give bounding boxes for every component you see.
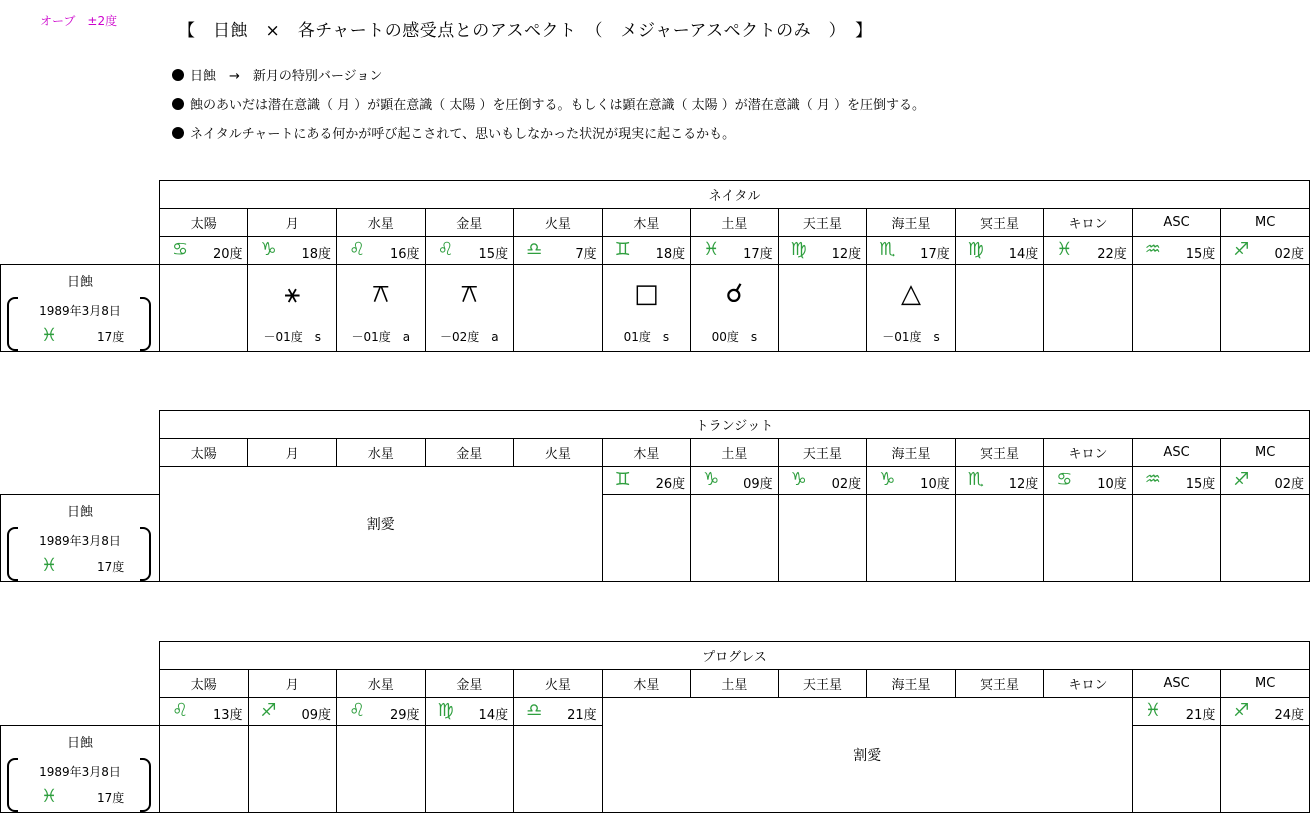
planet-header: キロン <box>1044 670 1133 698</box>
planet-header: 太陽 <box>159 670 248 698</box>
degree-value: 15度 <box>478 247 509 262</box>
degree-value: 26度 <box>655 477 686 492</box>
degree-value: 02度 <box>1274 247 1304 262</box>
planet-header: MC <box>1221 209 1310 237</box>
eclipse-name: 日蝕 <box>66 275 93 290</box>
aspect-symbol-icon: ⚹ <box>284 279 301 309</box>
aspect-cell <box>1044 495 1133 582</box>
pisces-sign-icon: ♓ <box>41 786 58 807</box>
planet-header: 海王星 <box>867 209 956 237</box>
planet-header: ASC <box>1132 209 1221 237</box>
position-cell <box>778 467 867 495</box>
planet-header: ASC <box>1132 439 1221 467</box>
orb-label: オーブ ±2度 <box>40 14 118 28</box>
position-cell <box>955 237 1044 265</box>
eclipse-degree: 17度 <box>97 330 125 344</box>
transit-table <box>0 410 1310 582</box>
position-cell <box>425 237 514 265</box>
zodiac-sign-icon: ♐ <box>1233 239 1250 260</box>
aspect-cell <box>248 265 337 352</box>
degree-value: 15度 <box>1185 247 1216 262</box>
bullet-dot-icon <box>172 127 184 139</box>
zodiac-sign-icon: ♒ <box>1144 469 1161 490</box>
degree-value: 18度 <box>301 247 332 262</box>
planet-header: 土星 <box>691 209 779 237</box>
position-cell <box>337 237 426 265</box>
aspect-orb: －01度 s <box>882 330 940 344</box>
aspect-cell <box>514 726 603 813</box>
position-cell <box>691 467 779 495</box>
aspect-cell <box>337 726 426 813</box>
position-cell <box>337 698 426 726</box>
zodiac-sign-icon: ♌ <box>349 239 366 260</box>
progress-omitted: 割愛 <box>602 698 1132 813</box>
aspect-symbol-icon: ⚻ <box>460 279 478 309</box>
zodiac-sign-icon: ♐ <box>260 700 277 721</box>
position-cell <box>1132 467 1221 495</box>
planet-header: 水星 <box>337 209 426 237</box>
aspect-cell <box>514 265 603 352</box>
aspect-cell <box>1221 726 1310 813</box>
eclipse-cell <box>1 495 160 582</box>
planet-header: 金星 <box>425 209 514 237</box>
eclipse-date: 1989年3月8日 <box>39 304 121 318</box>
aspect-cell <box>1132 726 1221 813</box>
aspect-cell <box>425 265 514 352</box>
planet-header: キロン <box>1044 439 1133 467</box>
pisces-sign-icon: ♓ <box>41 325 58 346</box>
zodiac-sign-icon: ♑ <box>879 469 896 490</box>
position-cell <box>1044 237 1133 265</box>
zodiac-sign-icon: ♏ <box>967 469 984 490</box>
position-cell <box>1132 237 1221 265</box>
planet-header: 冥王星 <box>955 670 1044 698</box>
natal-table <box>0 180 1310 352</box>
eclipse-name: 日蝕 <box>66 736 93 751</box>
aspect-orb: －02度 a <box>440 330 499 344</box>
zodiac-sign-icon: ♓ <box>1144 700 1161 721</box>
planet-header: 金星 <box>425 439 514 467</box>
aspect-cell <box>159 726 248 813</box>
bullet-item: ネイタルチャートにある何かが呼び起こされて、思いもしなかった状況が現実に起こるかも。 <box>172 126 925 155</box>
position-cell <box>955 467 1044 495</box>
zodiac-sign-icon: ♓ <box>1056 239 1073 260</box>
planet-header: MC <box>1221 439 1310 467</box>
planet-header: 水星 <box>337 439 426 467</box>
eclipse-cell <box>1 726 160 813</box>
zodiac-sign-icon: ♋ <box>1056 469 1073 490</box>
zodiac-sign-icon: ♌ <box>171 700 189 721</box>
degree-value: 09度 <box>743 477 773 492</box>
aspect-cell <box>602 495 691 582</box>
aspect-symbol-icon: ⚻ <box>372 279 390 309</box>
planet-header: 土星 <box>691 439 779 467</box>
bullet-item: 日蝕 → 新月の特別バージョン <box>172 68 925 97</box>
zodiac-sign-icon: ♌ <box>349 700 366 721</box>
planet-header: キロン <box>1044 209 1133 237</box>
eclipse-cell <box>1 265 160 352</box>
degree-value: 21度 <box>1185 708 1216 723</box>
eclipse-name: 日蝕 <box>66 505 93 520</box>
bullet-dot-icon <box>172 69 184 81</box>
aspect-cell <box>955 495 1044 582</box>
aspect-orb: －01度 s <box>263 330 322 344</box>
position-cell <box>1221 698 1310 726</box>
planet-header: 天王星 <box>778 670 867 698</box>
aspect-cell <box>691 265 779 352</box>
degree-value: 12度 <box>1008 477 1039 492</box>
pisces-sign-icon: ♓ <box>41 555 58 576</box>
zodiac-sign-icon: ♐ <box>1233 700 1250 721</box>
degree-value: 02度 <box>831 477 862 492</box>
aspect-cell <box>867 265 956 352</box>
bullet-list <box>172 68 925 155</box>
position-cell <box>514 237 603 265</box>
zodiac-sign-icon: ♒ <box>1144 239 1161 260</box>
aspect-cell <box>1221 495 1310 582</box>
planet-header: 水星 <box>337 670 426 698</box>
planet-header: 月 <box>248 209 337 237</box>
degree-value: 29度 <box>390 708 420 723</box>
zodiac-sign-icon: ♎ <box>526 700 543 721</box>
zodiac-sign-icon: ♐ <box>1233 469 1250 490</box>
degree-value: 09度 <box>301 708 332 723</box>
aspect-orb: 01度 s <box>623 330 670 344</box>
aspect-cell <box>1132 495 1221 582</box>
planet-header: 木星 <box>602 209 691 237</box>
zodiac-sign-icon: ♌ <box>437 239 454 260</box>
degree-value: 18度 <box>655 247 686 262</box>
degree-value: 13度 <box>212 708 243 723</box>
zodiac-sign-icon: ♑ <box>703 469 720 490</box>
planet-header: 天王星 <box>778 209 867 237</box>
aspect-cell <box>248 726 337 813</box>
planet-header: 火星 <box>514 209 603 237</box>
transit-title: トランジット <box>159 411 1309 439</box>
aspect-cell <box>1132 265 1221 352</box>
eclipse-degree: 17度 <box>97 560 125 574</box>
aspect-cell <box>1221 265 1310 352</box>
planet-header: 海王星 <box>867 670 956 698</box>
position-cell <box>602 237 691 265</box>
planet-header: ASC <box>1132 670 1221 698</box>
planet-header: 火星 <box>514 439 603 467</box>
degree-value: 14度 <box>478 708 509 723</box>
position-cell <box>425 698 514 726</box>
eclipse-date: 1989年3月8日 <box>39 765 121 779</box>
aspect-orb: －01度 a <box>351 330 411 344</box>
aspect-cell <box>778 495 867 582</box>
degree-value: 20度 <box>212 247 243 262</box>
planet-header: 木星 <box>602 439 691 467</box>
zodiac-sign-icon: ♍ <box>967 239 984 260</box>
position-cell <box>1044 467 1133 495</box>
position-cell <box>159 237 248 265</box>
degree-value: 15度 <box>1185 477 1216 492</box>
aspect-symbol-icon: □ <box>634 279 659 309</box>
position-cell <box>867 467 956 495</box>
degree-value: 17度 <box>920 247 950 262</box>
aspect-cell <box>159 265 248 352</box>
zodiac-sign-icon: ♎ <box>526 239 543 260</box>
aspect-symbol-icon: △ <box>900 279 921 309</box>
degree-value: 7度 <box>575 247 597 262</box>
aspect-cell <box>602 265 691 352</box>
zodiac-sign-icon: ♓ <box>703 239 720 260</box>
zodiac-sign-icon: ♋ <box>171 239 189 260</box>
zodiac-sign-icon: ♑ <box>260 239 277 260</box>
aspect-cell <box>337 265 426 352</box>
eclipse-degree: 17度 <box>97 791 125 805</box>
eclipse-date: 1989年3月8日 <box>39 534 121 548</box>
aspect-cell <box>955 265 1044 352</box>
position-cell <box>867 237 956 265</box>
position-cell <box>248 698 337 726</box>
progress-title: プログレス <box>159 642 1309 670</box>
planet-header: 冥王星 <box>955 439 1044 467</box>
aspect-cell <box>425 726 514 813</box>
zodiac-sign-icon: ♑ <box>790 469 807 490</box>
degree-value: 14度 <box>1008 247 1039 262</box>
planet-header: MC <box>1221 670 1310 698</box>
zodiac-sign-icon: ♍ <box>790 239 807 260</box>
progress-table <box>0 641 1310 813</box>
position-cell <box>1132 698 1221 726</box>
degree-value: 17度 <box>743 247 773 262</box>
position-cell <box>159 698 248 726</box>
aspect-cell <box>691 495 779 582</box>
zodiac-sign-icon: ♍ <box>437 700 454 721</box>
position-cell <box>514 698 603 726</box>
planet-header: 火星 <box>514 670 603 698</box>
page-title: 【 日蝕 × 各チャートの感受点とのアスペクト （ メジャーアスペクトのみ ） 】 <box>178 21 873 41</box>
degree-value: 16度 <box>390 247 420 262</box>
degree-value: 10度 <box>1097 477 1127 492</box>
aspect-orb: 00度 s <box>711 330 758 344</box>
bullet-dot-icon <box>172 98 184 110</box>
position-cell <box>1221 467 1310 495</box>
position-cell <box>691 237 779 265</box>
transit-omitted: 割愛 <box>159 467 602 582</box>
degree-value: 22度 <box>1097 247 1127 262</box>
natal-title: ネイタル <box>159 181 1309 209</box>
planet-header: 海王星 <box>867 439 956 467</box>
aspect-cell <box>778 265 867 352</box>
aspect-cell <box>1044 265 1133 352</box>
planet-header: 木星 <box>602 670 691 698</box>
degree-value: 10度 <box>920 477 950 492</box>
position-cell <box>248 237 337 265</box>
degree-value: 21度 <box>567 708 597 723</box>
degree-value: 02度 <box>1274 477 1304 492</box>
position-cell <box>778 237 867 265</box>
planet-header: 冥王星 <box>955 209 1044 237</box>
aspect-cell <box>867 495 956 582</box>
planet-header: 天王星 <box>778 439 867 467</box>
bullet-item: 蝕のあいだは潜在意識（ 月 ）が顕在意識（ 太陽 ）を圧倒する。もしくは顕在意識（ 太陽 ）が潜在意識（ 月 ）を圧倒する。 <box>172 97 925 126</box>
zodiac-sign-icon: ♏ <box>879 239 896 260</box>
planet-header: 土星 <box>691 670 779 698</box>
planet-header: 金星 <box>425 670 514 698</box>
planet-header: 月 <box>248 439 337 467</box>
planet-header: 太陽 <box>159 209 248 237</box>
degree-value: 12度 <box>831 247 862 262</box>
degree-value: 24度 <box>1274 708 1304 723</box>
aspect-symbol-icon: ☌ <box>725 279 744 309</box>
position-cell <box>1221 237 1310 265</box>
planet-header: 月 <box>248 670 337 698</box>
zodiac-sign-icon: ♊ <box>614 239 631 260</box>
planet-header: 太陽 <box>159 439 248 467</box>
zodiac-sign-icon: ♊ <box>614 469 631 490</box>
position-cell <box>602 467 691 495</box>
